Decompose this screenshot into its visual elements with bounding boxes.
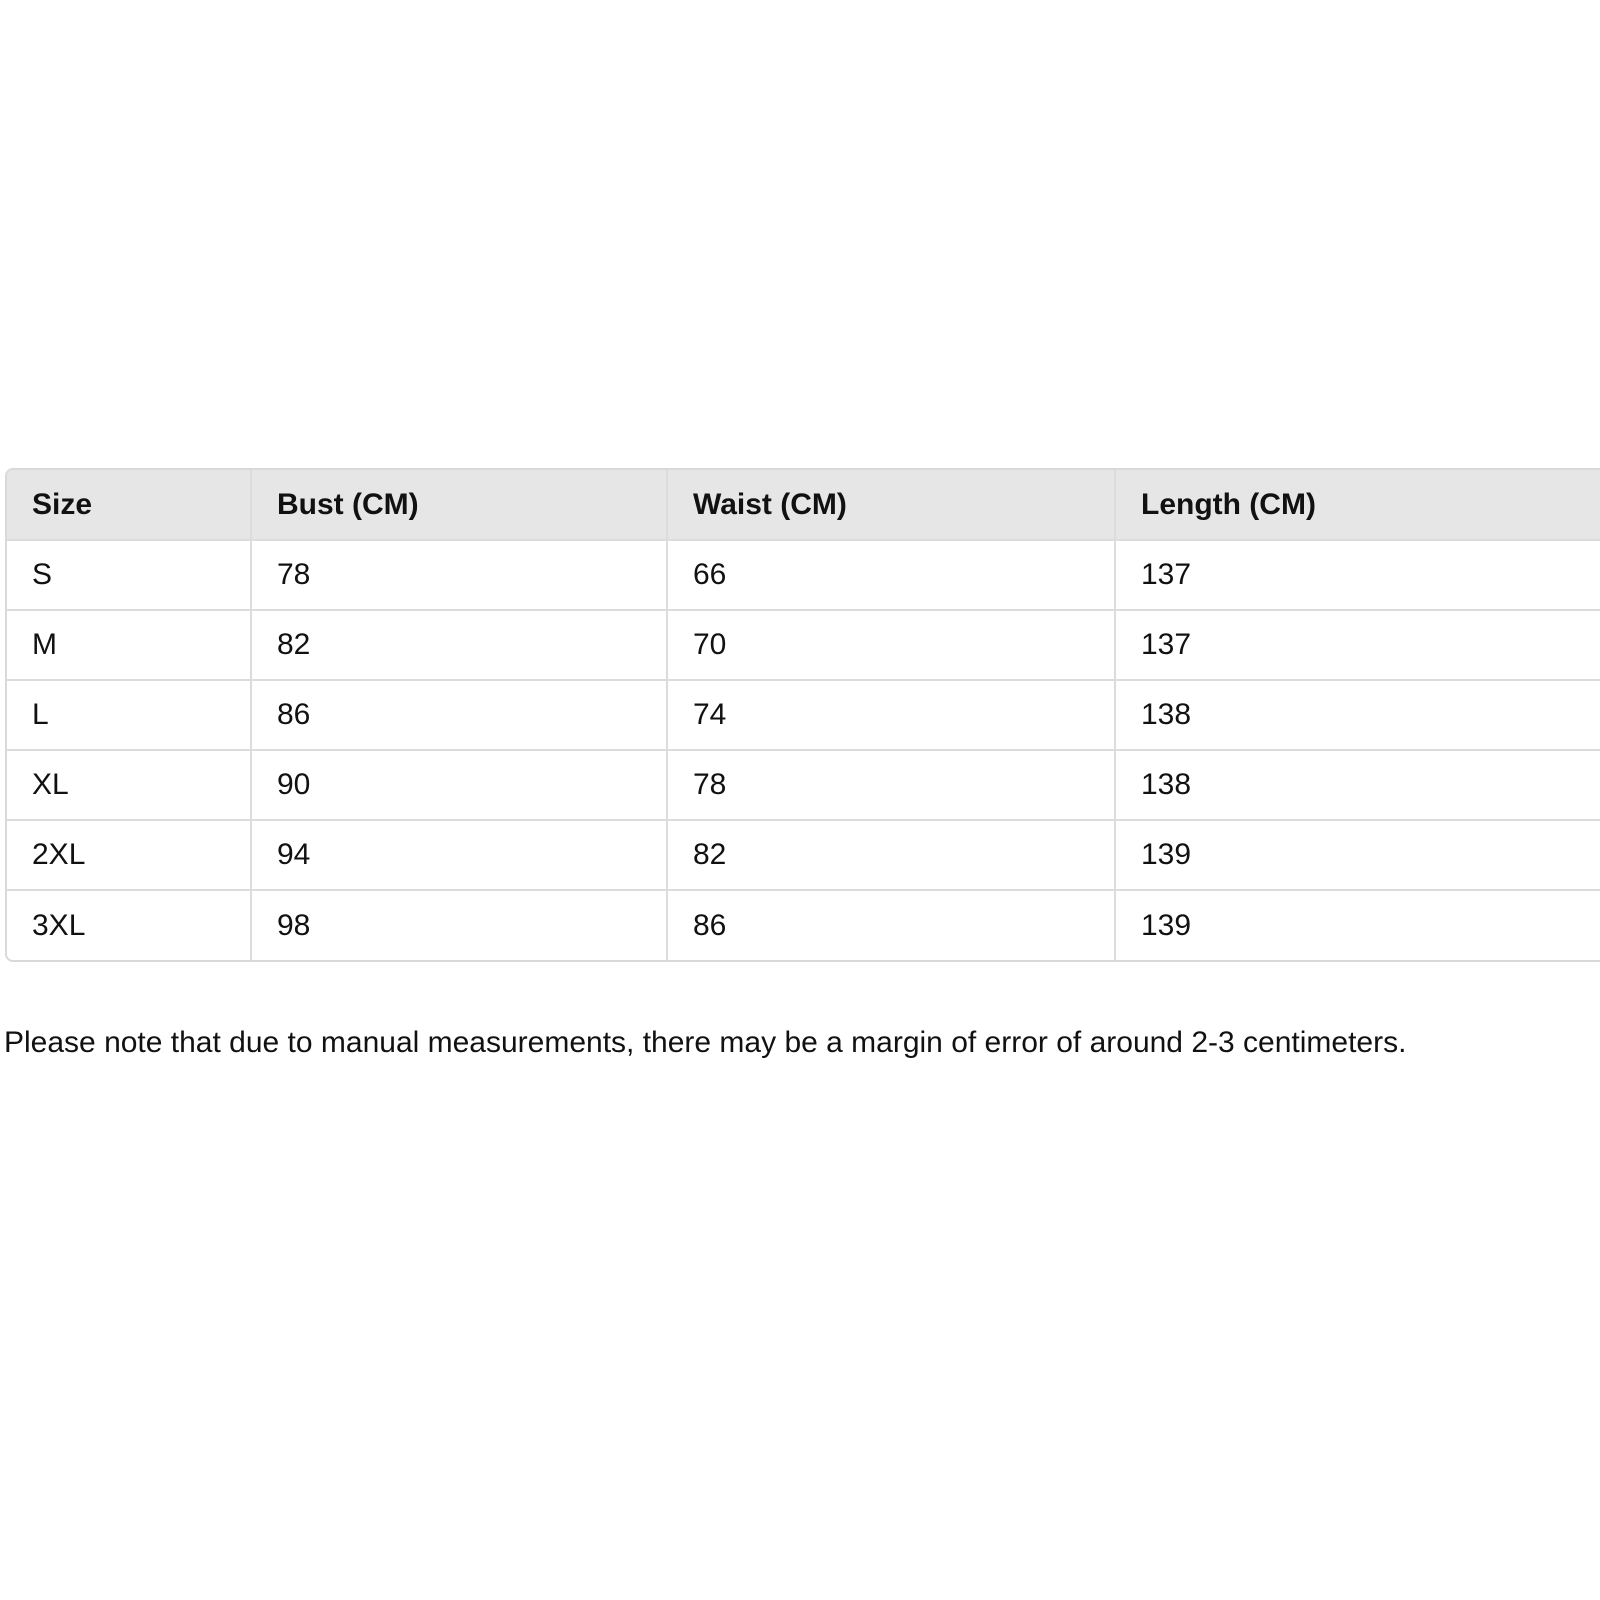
- column-header-length: Length (CM): [1115, 470, 1600, 540]
- cell-size: 3XL: [7, 890, 251, 960]
- cell-size: S: [7, 540, 251, 610]
- cell-length: 139: [1115, 890, 1600, 960]
- cell-size: L: [7, 680, 251, 750]
- table-row: [7, 890, 1600, 960]
- cell-bust: 86: [251, 680, 667, 750]
- cell-length: 137: [1115, 610, 1600, 680]
- table-header-row: [7, 470, 1600, 540]
- column-header-waist: Waist (CM): [667, 470, 1115, 540]
- measurement-note: Please note that due to manual measurements, there may be a margin of error of around 2-3 centimeters.: [4, 1026, 1407, 1059]
- table-row: [7, 680, 1600, 750]
- cell-waist: 70: [667, 610, 1115, 680]
- cell-waist: 86: [667, 890, 1115, 960]
- cell-bust: 94: [251, 820, 667, 890]
- cell-length: 137: [1115, 540, 1600, 610]
- cell-bust: 98: [251, 890, 667, 960]
- size-table: [7, 470, 1600, 960]
- cell-length: 138: [1115, 680, 1600, 750]
- column-header-bust: Bust (CM): [251, 470, 667, 540]
- cell-bust: 82: [251, 610, 667, 680]
- cell-size: XL: [7, 750, 251, 820]
- cell-waist: 82: [667, 820, 1115, 890]
- table-row: [7, 610, 1600, 680]
- size-chart: [5, 468, 1600, 962]
- table-row: [7, 750, 1600, 820]
- cell-size: M: [7, 610, 251, 680]
- cell-bust: 90: [251, 750, 667, 820]
- column-header-size: Size: [7, 470, 251, 540]
- cell-waist: 78: [667, 750, 1115, 820]
- cell-size: 2XL: [7, 820, 251, 890]
- cell-waist: 66: [667, 540, 1115, 610]
- cell-length: 138: [1115, 750, 1600, 820]
- table-row: [7, 820, 1600, 890]
- cell-waist: 74: [667, 680, 1115, 750]
- cell-length: 139: [1115, 820, 1600, 890]
- table-row: [7, 540, 1600, 610]
- cell-bust: 78: [251, 540, 667, 610]
